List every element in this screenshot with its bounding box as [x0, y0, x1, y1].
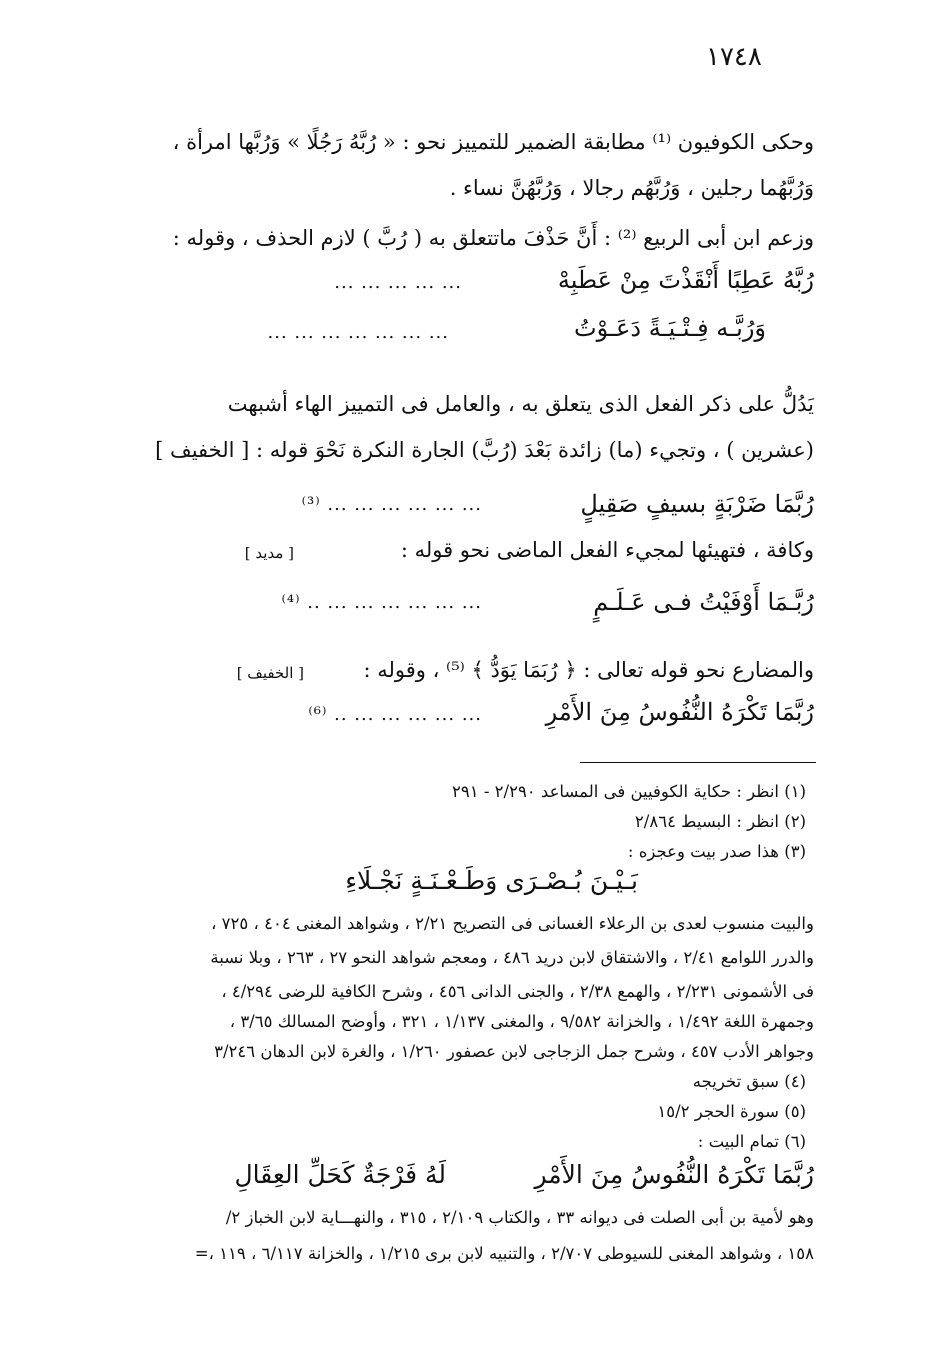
footnote-3: (٣) هذا صدر بيت وعجزه :	[627, 842, 806, 861]
verse-hemistich-left: ... ... ... ... ... .. ⁽⁶⁾	[308, 704, 482, 725]
footnote-4: (٤) سبق تخريجه	[692, 1072, 806, 1091]
footnote-line: وجمهرة اللغة ١/٤٩٢ ، والخزانة ٩/٥٨٢ ، والمغنى ١/١٣٧ ، ٣٢١ ، وأوضح المسالك ٣/٦٥ ،	[229, 1012, 814, 1031]
verse-hemistich-right: رُبَّـمَا أَوْفَيْتُ فـى عَـلَـمٍ	[593, 588, 814, 616]
footnote-verse-right: رُبَّمَا تَكْرَهُ النُّفُوسُ مِنَ الأَمْرِ	[534, 1160, 814, 1189]
body-line: وحكى الكوفيون ⁽¹⁾ مطابقة الضمير للتمييز نحو : « رُبَّهُ رَجُلًا » وَرُبَّها امرأة ،	[172, 130, 814, 154]
footnote-6: (٦) تمام البيت :	[697, 1132, 806, 1151]
verse-hemistich-right: وَرُبَّـه فِـتْـيَـةً دَعَـوْتُ	[574, 314, 766, 342]
body-line: (عشرين ) ، وتجيء (ما) زائدة بَعْدَ (رُبَّ) الجارة النكرة نَحْوَ قوله : [ الخفيف ]	[155, 438, 814, 462]
footnote-separator	[580, 762, 816, 763]
page-number: ١٧٤٨	[706, 42, 762, 72]
meter-label: [ مديد ]	[244, 544, 294, 562]
verse-hemistich-left: ... ... ... ... ... ... .. ⁽⁴⁾	[281, 592, 482, 613]
footnote-verse-left: لَهُ فَرْجَةٌ كَحَلِّ العِقَالِ	[234, 1160, 446, 1189]
body-line: وزعم ابن أبى الربيع ⁽²⁾ : أَنَّ حَذْفَ ماتتعلق به ( رُبَّ ) لازم الحذف ، وقوله :	[172, 226, 814, 250]
footnote-1: (١) انظر : حكاية الكوفيين فى المساعد ٢/٢٩٠ - ٢٩١	[451, 782, 806, 801]
verse-hemistich-left: ... ... ... ... ...	[334, 272, 462, 293]
footnote-line: وجواهر الأدب ٤٥٧ ، وشرح جمل الزجاجى لابن عصفور ١/٢٦٠ ، والغرة لابن الدهان ٣/٢٤٦	[214, 1042, 814, 1061]
verse-hemistich-right: رُبَّمَا تَكْرَهُ النُّفُوسُ مِنَ الأَمْرِ	[545, 698, 814, 726]
footnote-verse: بَـيْـنَ بُـصْـرَى وَطَـعْـنَـةٍ نَجْـلَاءِ	[345, 866, 638, 895]
footnote-line: والبيت منسوب لعدى بن الرعلاء الغسانى فى التصريح ٢/٢١ ، وشواهد المغنى ٤٠٤ ، ٧٢٥ ،	[211, 914, 814, 933]
footnote-5: (٥) سورة الحجر ١٥/٢	[657, 1102, 806, 1121]
footnote-line: فى الأشمونى ٢/٢٣١ ، والهمع ٢/٣٨ ، والجنى الدانى ٤٥٦ ، وشرح الكافية للرضى ٤/٢٩٤ ،	[221, 982, 814, 1001]
footnote-line: وهو لأمية بن أبى الصلت فى ديوانه ٣٣ ، والكتاب ٢/١٠٩ ، ٣١٥ ، والنهـــاية لابن الخباز ٢/	[225, 1208, 814, 1227]
body-line: وَرُبَّهُما رجلين ، وَرُبَّهُم رجالا ، وَرُبَّهُنَّ نساء .	[449, 176, 814, 200]
footnote-2: (٢) انظر : البسيط ٢/٨٦٤	[634, 812, 806, 831]
verse-hemistich-right: رُبَّمَا ضَرْبَةٍ بسيفٍ صَقِيلٍ	[580, 490, 814, 518]
body-line: يَدُلُّ على ذكر الفعل الذى يتعلق به ، والعامل فى التمييز الهاء أشبهت	[227, 392, 814, 416]
verse-hemistich-right: رُبَّهُ عَطِبًا أَنْقَذْتَ مِنْ عَطَبِهْ	[557, 266, 814, 294]
footnote-line: ١٥٨ ، وشواهد المغنى للسيوطى ٢/٧٠٧ ، والتنبيه لابن برى ١/٢١٥ ، والخزانة ٦/١١٧ ، ١١٩ ،=	[194, 1244, 814, 1263]
body-line: والمضارع نحو قوله تعالى : ﴿ رُبَمَا يَوَدُّ ﴾ ⁽⁵⁾ ، وقوله :	[363, 658, 814, 682]
footnote-line: والدرر اللوامع ٢/٤١ ، والاشتقاق لابن دريد ٤٨٦ ، ومعجم شواهد النحو ٢٧ ، ٢٦٣ ، وبلا نسبة	[210, 948, 814, 967]
verse-hemistich-left: ... ... ... ... ... ... ⁽³⁾	[301, 494, 482, 515]
meter-label: [ الخفيف ]	[236, 664, 304, 682]
verse-hemistich-left: ... ... ... ... ... ... ...	[267, 322, 449, 343]
body-line: وكافة ، فتهيئها لمجيء الفعل الماضى نحو قوله :	[400, 538, 814, 562]
